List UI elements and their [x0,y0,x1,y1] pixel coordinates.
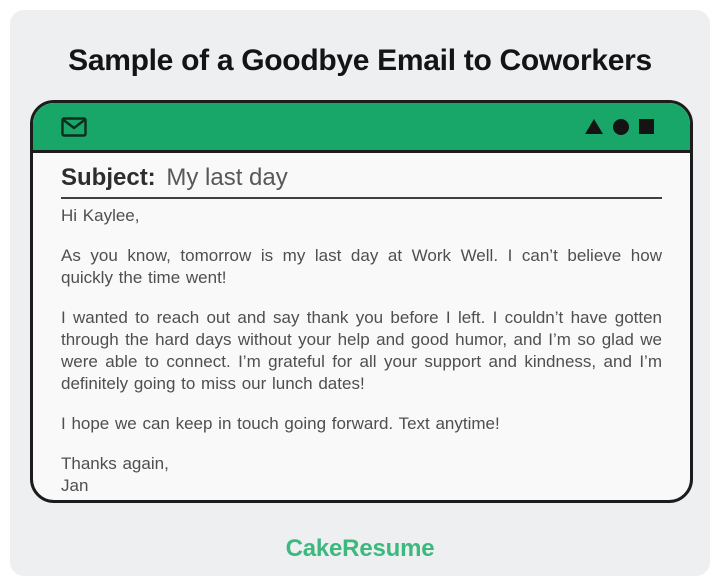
subject-value: My last day [166,164,288,191]
page-title: Sample of a Goodbye Email to Coworkers [68,44,652,77]
email-paragraph: I wanted to reach out and say thank you before I left. I couldn’t have gotten through the hard days without your help and good humor, and I’m so glad we were able to connect. I’m grateful for all your support and kindness, and I’m definitely going to miss our lunch dates! [61,308,662,393]
cakeresume-logo: CakeResume [285,535,435,562]
email-paragraph: I hope we can keep in touch going forward. Text anytime! [61,414,500,433]
envelope-icon [61,117,87,137]
email-window [30,100,693,503]
window-controls [585,119,654,135]
triangle-window-control-icon[interactable] [585,119,603,134]
email-window-titlebar [33,103,690,153]
signature-text: Jan [61,476,89,495]
square-window-control-icon[interactable] [639,119,654,134]
subject-row [33,153,690,199]
email-greeting: Hi Kaylee, [61,206,140,225]
subject-label: Subject: [61,164,156,191]
signoff-text: Thanks again, [61,454,169,473]
email-body [33,199,690,497]
subject-line [61,164,662,199]
email-signoff [61,453,662,497]
email-paragraph: As you know, tomorrow is my last day at Work Well. I can’t believe how quickly the time went! [61,246,662,287]
circle-window-control-icon[interactable] [613,119,629,135]
